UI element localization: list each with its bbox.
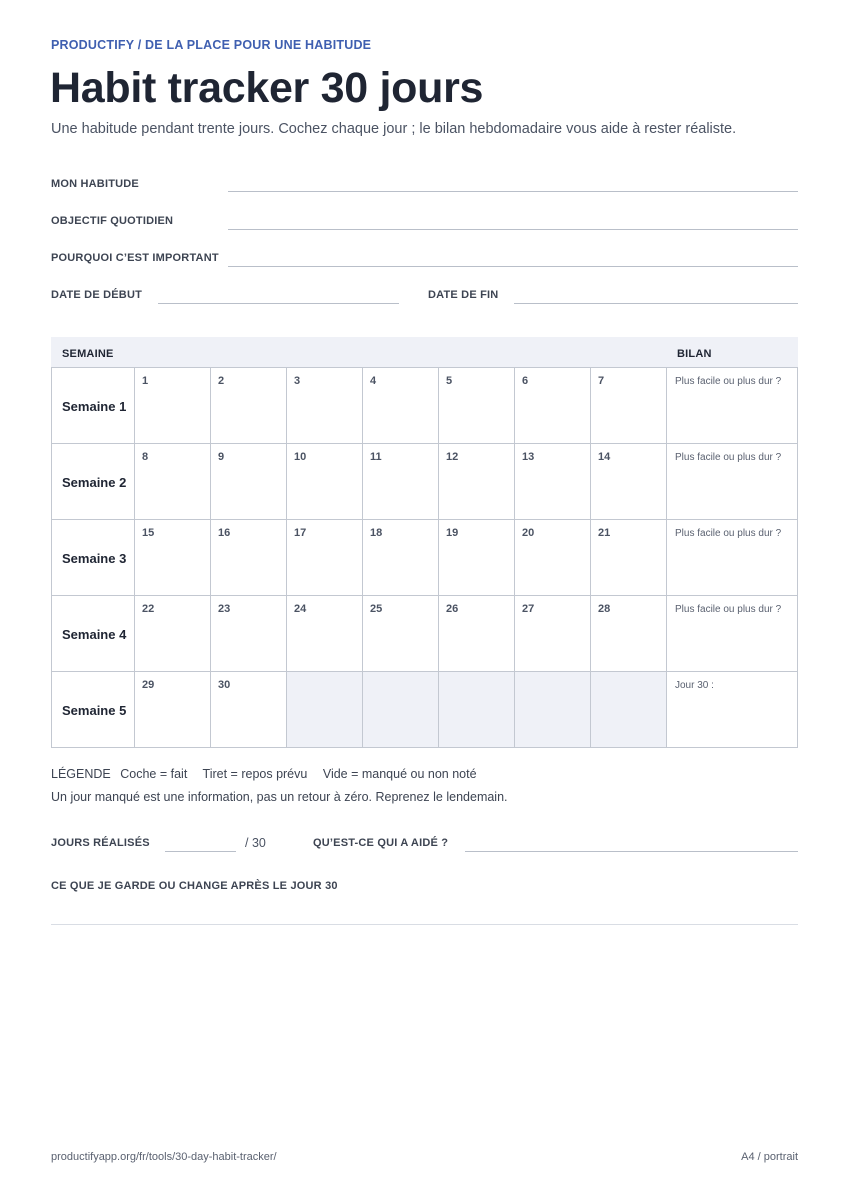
week-label-cell: [52, 368, 135, 444]
keep-change-field[interactable]: [51, 924, 798, 925]
day-number: 11: [370, 451, 382, 463]
day-number: 27: [522, 603, 535, 615]
empty-day-cell: [439, 672, 515, 748]
day-number: 29: [142, 679, 155, 691]
day-cell[interactable]: [439, 368, 515, 444]
week-label: Semaine 4: [62, 627, 127, 642]
day-number: 14: [598, 451, 611, 463]
day-cell[interactable]: [287, 596, 363, 672]
day-number: 21: [598, 527, 611, 539]
page-title: Habit tracker 30 jours: [50, 64, 484, 112]
legend-title: LÉGENDE: [51, 767, 111, 781]
day-number: 4: [370, 375, 377, 387]
day-number: 17: [294, 527, 307, 539]
day-cell[interactable]: [363, 444, 439, 520]
day-cell[interactable]: [363, 596, 439, 672]
day-cell[interactable]: [211, 520, 287, 596]
review-cell[interactable]: [667, 368, 798, 444]
day-number: 22: [142, 603, 155, 615]
day-number: 3: [294, 375, 301, 387]
day-number: 7: [598, 375, 605, 387]
day-number: 15: [142, 527, 155, 539]
day-number: 18: [370, 527, 383, 539]
day-number: 26: [446, 603, 459, 615]
review-column-header: BILAN: [677, 348, 712, 360]
day-cell[interactable]: [515, 520, 591, 596]
day-cell[interactable]: [135, 368, 211, 444]
review-prompt: Plus facile ou plus dur ?: [675, 604, 782, 615]
day-number: 19: [446, 527, 459, 539]
empty-day-cell: [591, 672, 667, 748]
what-helped-field[interactable]: [465, 851, 798, 852]
day-cell[interactable]: [287, 368, 363, 444]
end-date-label: DATE DE FIN: [428, 289, 499, 301]
habit-label: MON HABITUDE: [51, 178, 139, 190]
why-field[interactable]: [228, 266, 798, 267]
week-label: Semaine 3: [62, 551, 127, 566]
empty-day-cell: [515, 672, 591, 748]
review-cell[interactable]: [667, 520, 798, 596]
legend-item: Tiret = repos prévu: [202, 767, 308, 781]
day-cell[interactable]: [211, 672, 287, 748]
day-cell[interactable]: [515, 444, 591, 520]
day-cell[interactable]: [439, 444, 515, 520]
legend-item: Coche = fait: [120, 767, 188, 781]
review-prompt: Plus facile ou plus dur ?: [675, 452, 782, 463]
days-total: / 30: [245, 836, 266, 850]
day-number: 10: [294, 451, 307, 463]
review-cell[interactable]: [667, 444, 798, 520]
day-cell[interactable]: [591, 596, 667, 672]
week-label-cell: [52, 444, 135, 520]
day-cell[interactable]: [135, 520, 211, 596]
start-date-label: DATE DE DÉBUT: [51, 289, 143, 301]
legend-item: Vide = manqué ou non noté: [322, 767, 477, 781]
breadcrumb: PRODUCTIFY / DE LA PLACE POUR UNE HABITUDE: [51, 38, 372, 52]
legend-note: Un jour manqué est une information, pas un retour à zéro. Reprenez le lendemain.: [51, 790, 508, 804]
review-prompt: Plus facile ou plus dur ?: [675, 528, 782, 539]
day-cell[interactable]: [211, 444, 287, 520]
day-number: 12: [446, 451, 459, 463]
day-cell[interactable]: [135, 596, 211, 672]
habit-field[interactable]: [228, 191, 798, 192]
end-date-field[interactable]: [514, 303, 798, 304]
week-label: Semaine 1: [62, 399, 127, 414]
day-cell[interactable]: [135, 672, 211, 748]
week-label-cell: [52, 520, 135, 596]
day-cell[interactable]: [591, 444, 667, 520]
day-number: 28: [598, 603, 611, 615]
day-cell[interactable]: [591, 368, 667, 444]
day-cell[interactable]: [439, 520, 515, 596]
week-column-header: SEMAINE: [62, 348, 114, 360]
day-number: 5: [446, 375, 453, 387]
day-number: 2: [218, 375, 225, 387]
day-number: 9: [218, 451, 225, 463]
day-number: 23: [218, 603, 231, 615]
keep-change-label: CE QUE JE GARDE OU CHANGE APRÈS LE JOUR 30: [51, 880, 338, 892]
week-label: Semaine 2: [62, 475, 127, 490]
what-helped-label: QU’EST-CE QUI A AIDÉ ?: [313, 837, 449, 849]
start-date-field[interactable]: [158, 303, 399, 304]
week-label-cell: [52, 672, 135, 748]
day-cell[interactable]: [287, 520, 363, 596]
tracker-grid: [51, 367, 798, 748]
empty-day-cell: [363, 672, 439, 748]
day-number: 1: [142, 375, 149, 387]
day-number: 16: [218, 527, 231, 539]
page-subtitle: Une habitude pendant trente jours. Cochez chaque jour ; le bilan hebdomadaire vous aide à rester réaliste.: [51, 121, 737, 137]
legend: [51, 767, 489, 781]
review-cell[interactable]: [667, 672, 798, 748]
empty-day-cell: [287, 672, 363, 748]
review-cell[interactable]: [667, 596, 798, 672]
table-header: [51, 337, 798, 367]
day-number: 25: [370, 603, 383, 615]
tracker-table: [51, 337, 798, 748]
day-cell[interactable]: [591, 520, 667, 596]
day-number: 24: [294, 603, 307, 615]
daily-goal-label: OBJECTIF QUOTIDIEN: [51, 215, 174, 227]
day-cell[interactable]: [515, 368, 591, 444]
day-number: 30: [218, 679, 231, 691]
day-cell[interactable]: [135, 444, 211, 520]
footer-url: productifyapp.org/fr/tools/30-day-habit-tracker/: [51, 1151, 277, 1163]
day-cell[interactable]: [211, 368, 287, 444]
days-done-label: JOURS RÉALISÉS: [51, 837, 150, 849]
week-label: Semaine 5: [62, 703, 127, 718]
daily-goal-field[interactable]: [228, 229, 798, 230]
day-cell[interactable]: [363, 368, 439, 444]
day-number: 6: [522, 375, 529, 387]
day-number: 20: [522, 527, 535, 539]
review-prompt: Plus facile ou plus dur ?: [675, 376, 782, 387]
week-label-cell: [52, 596, 135, 672]
day-cell[interactable]: [363, 520, 439, 596]
day-cell[interactable]: [287, 444, 363, 520]
days-done-field[interactable]: [165, 851, 236, 852]
day-cell[interactable]: [211, 596, 287, 672]
day-cell[interactable]: [515, 596, 591, 672]
day-number: 13: [522, 451, 535, 463]
why-label: POURQUOI C’EST IMPORTANT: [51, 252, 219, 264]
review-prompt: Jour 30 :: [675, 680, 714, 691]
day-number: 8: [142, 451, 149, 463]
day-cell[interactable]: [439, 596, 515, 672]
footer-format: A4 / portrait: [741, 1151, 798, 1163]
